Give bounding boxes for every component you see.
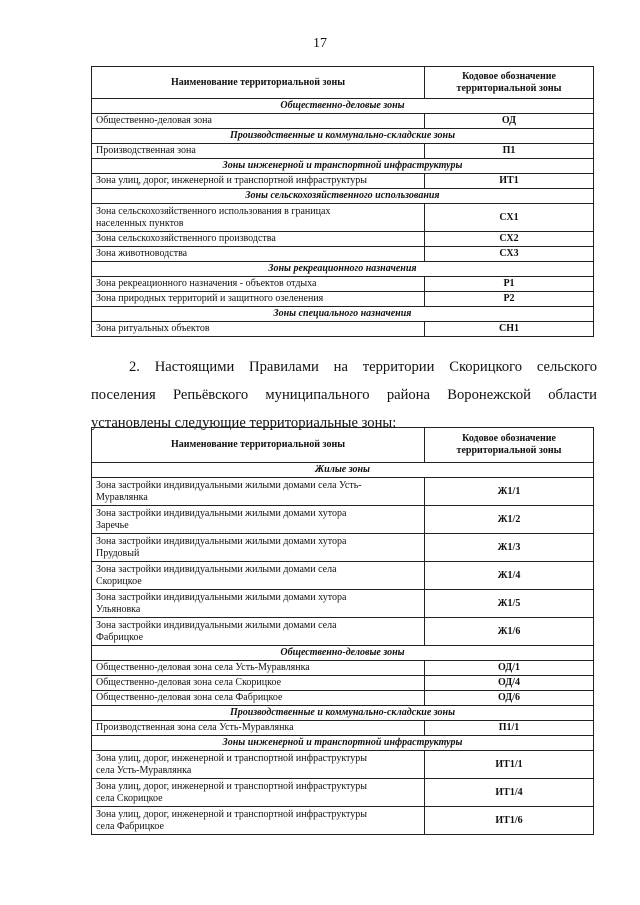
section-row [92,736,594,751]
zone-name-cell [92,661,425,676]
zone-name-cell [92,534,425,562]
table-row [92,676,594,691]
header-zone-name: Наименование территориальной зоны [92,67,425,99]
zones-table-general [91,66,594,337]
section-row [92,706,594,721]
zone-name-cell [92,751,425,779]
table-row [92,247,594,262]
zone-name-line: Зона застройки индивидуальными жилыми домами хутора [96,507,347,519]
section-title: Зоны инженерной и транспортной инфраструктуры [92,736,594,751]
table-row [92,618,594,646]
zone-name-line: Фабрицкое [96,631,144,643]
header-code-line-2: территориальной зоны [456,445,562,456]
zone-name-cell [92,807,425,835]
zone-name-line: Общественно-деловая зона [96,115,212,126]
table-row [92,691,594,706]
header-code-line-2: территориальной зоны [456,82,562,94]
zone-name-line: Зона застройки индивидуальными жилыми домами села [96,619,337,631]
table-row [92,114,594,129]
table-row [92,779,594,807]
zone-code: ОД/4 [425,676,594,691]
zone-name-line: Зона застройки индивидуальными жилыми домами хутора [96,535,347,547]
table-row [92,721,594,736]
zone-code: Ж1/4 [425,562,594,590]
header-zone-code [425,428,594,463]
zones-table-settlement [91,427,594,835]
zone-name-cell [92,292,425,307]
table-row [92,204,594,232]
zone-name-line: Зона рекреационного назначения - объектов отдыха [96,278,317,289]
header-code-line-1: Кодовое обозначение [462,433,556,444]
zone-name-line: Общественно-деловая зона села Усть-Муравлянка [96,662,310,673]
zone-name-cell [92,506,425,534]
zone-name-line: Зона сельскохозяйственного использования в границах [96,205,331,217]
zone-name-line: населенных пунктов [96,217,184,229]
paragraph-line-1: 2. Настоящими Правилами на территории Скорицкого сельского [129,359,597,375]
zone-code: ИТ1/6 [425,807,594,835]
header-zone-name: Наименование территориальной зоны [92,428,425,463]
zone-name-line: Общественно-деловая зона села Фабрицкое [96,692,283,703]
zone-code: Р2 [425,292,594,307]
table-row [92,562,594,590]
zone-code: СХ1 [425,204,594,232]
zone-code: ОД/6 [425,691,594,706]
zone-name-line: Зона застройки индивидуальными жилыми домами села Усть- [96,479,362,491]
section-title: Зоны рекреационного назначения [92,262,594,277]
zone-code: Ж1/1 [425,478,594,506]
zone-code: СН1 [425,322,594,337]
section-row [92,307,594,322]
zone-code: Ж1/3 [425,534,594,562]
table-row [92,661,594,676]
header-code-line-1: Кодовое обозначение [462,70,556,82]
zone-name-cell [92,277,425,292]
section-title: Общественно-деловые зоны [92,99,594,114]
zone-name-cell [92,478,425,506]
zone-name-line: Прудовый [96,547,140,559]
zone-code: ОД [425,114,594,129]
zone-code: Ж1/2 [425,506,594,534]
zone-name-line: села Скорицкое [96,792,163,804]
zone-name-cell [92,247,425,262]
page-number: 17 [313,36,327,51]
zone-name-cell [92,174,425,189]
zone-name-line: Общественно-деловая зона села Скорицкое [96,677,282,688]
section-row [92,189,594,204]
zone-name-line: Зона ритуальных объектов [96,323,210,334]
zone-code: П1/1 [425,721,594,736]
table-row [92,322,594,337]
table-row [92,534,594,562]
zones-paragraph [91,353,597,437]
section-row [92,463,594,478]
zone-name-cell [92,114,425,129]
zone-name-cell [92,322,425,337]
table-row [92,144,594,159]
zone-name-line: Заречье [96,519,129,531]
zone-name-cell [92,232,425,247]
zone-name-line: Производственная зона села Усть-Муравлянка [96,722,294,733]
zone-name-line: Зона улиц, дорог, инженерной и транспортной инфраструктуры [96,780,367,792]
zone-name-line: села Усть-Муравлянка [96,764,192,776]
zone-name-cell [92,676,425,691]
zone-name-cell [92,721,425,736]
section-title: Зоны специального назначения [92,307,594,322]
table-row [92,292,594,307]
section-row [92,646,594,661]
zone-name-line: Зона улиц, дорог, инженерной и транспортной инфраструктуры [96,808,367,820]
zone-code: П1 [425,144,594,159]
zone-name-line: Зона животноводства [96,248,188,259]
section-row [92,262,594,277]
section-title: Зоны инженерной и транспортной инфраструктуры [92,159,594,174]
section-row [92,99,594,114]
paragraph-line-2: поселения Репьёвского муниципального района Воронежской области [91,387,597,403]
section-row [92,129,594,144]
section-title: Производственные и коммунально-складские зоны [92,129,594,144]
zone-name-line: Скорицкое [96,575,142,587]
paragraph-line-3: установлены следующие территориальные зоны: [91,415,397,431]
table-header-row [92,428,594,463]
table-row [92,232,594,247]
table-row [92,277,594,292]
table-row [92,751,594,779]
zone-name-line: Зона застройки индивидуальными жилыми домами села [96,563,337,575]
table-row [92,590,594,618]
zone-name-cell [92,590,425,618]
header-zone-code [425,67,594,99]
zone-name-line: Зона сельскохозяйственного производства [96,233,276,244]
zone-name-line: Ульяновка [96,603,141,615]
table-row [92,174,594,189]
zone-code: ИТ1 [425,174,594,189]
zone-name-cell [92,618,425,646]
zone-name-cell [92,144,425,159]
zone-name-line: Муравлянка [96,491,148,503]
section-title: Жилые зоны [92,463,594,478]
table-header-row [92,67,594,99]
zone-code: ОД/1 [425,661,594,676]
zone-code: Р1 [425,277,594,292]
zone-code: СХ3 [425,247,594,262]
section-row [92,159,594,174]
table-row [92,506,594,534]
zone-name-line: Производственная зона [96,145,196,156]
zone-name-line: Зона улиц, дорог, инженерной и транспортной инфраструктуры [96,752,367,764]
zone-code: ИТ1/4 [425,779,594,807]
zone-name-line: Зона улиц, дорог, инженерной и транспортной инфраструктуры [96,175,367,186]
zone-code: ИТ1/1 [425,751,594,779]
zone-code: СХ2 [425,232,594,247]
table-row [92,478,594,506]
section-title: Зоны сельскохозяйственного использования [92,189,594,204]
section-title: Производственные и коммунально-складские зоны [92,706,594,721]
zone-name-cell [92,204,425,232]
section-title: Общественно-деловые зоны [92,646,594,661]
zone-name-cell [92,779,425,807]
zone-code: Ж1/5 [425,590,594,618]
zone-name-cell [92,562,425,590]
table-row [92,807,594,835]
zone-code: Ж1/6 [425,618,594,646]
zone-name-cell [92,691,425,706]
zone-name-line: Зона застройки индивидуальными жилыми домами хутора [96,591,347,603]
zone-name-line: Зона природных территорий и защитного озеленения [96,293,324,304]
zone-name-line: села Фабрицкое [96,820,164,832]
